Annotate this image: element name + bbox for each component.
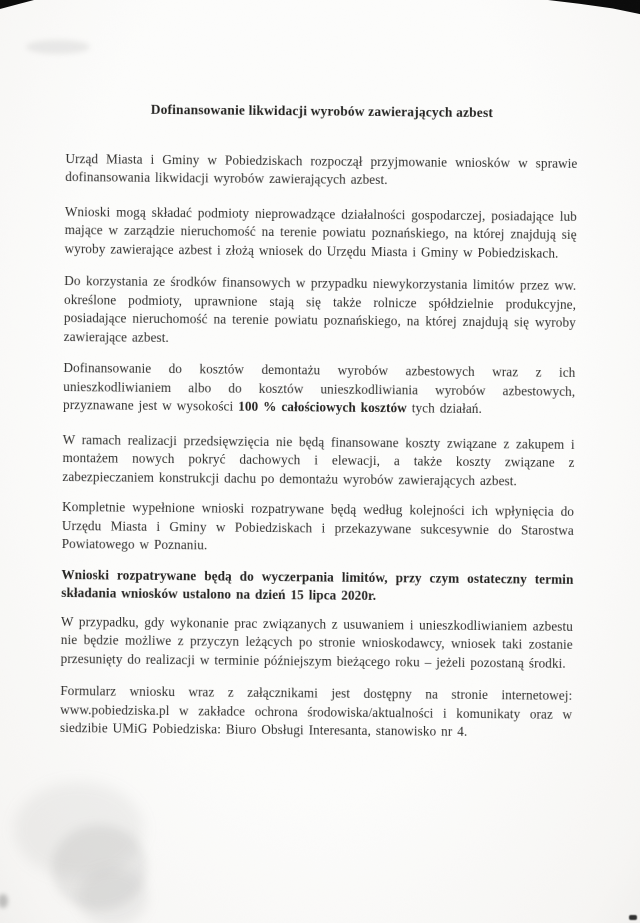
paragraph-text: tych działań. [406, 400, 483, 417]
paragraph-funding-amount [63, 359, 576, 419]
paragraph-excluded-costs: W ramach realizacji przedsięwzięcia nie będą finansowane koszty związane z zakupem i montażem nowych pokryć dachowych i elewacji, a także koszty związane z zabezpieczaniem konstrukcji dachu po demontażu wyrobów zawierających azbest. [62, 431, 575, 488]
paragraph-deadline: Wnioski rozpatrywane będą do wyczerpania limitów, przy czym ostateczny termin składania wniosków ustalono na dzień 15 lipca 2020r. [61, 566, 574, 604]
paragraph-bold-phrase: 100 % całościowych kosztów [238, 398, 407, 416]
scan-noise-blob [78, 868, 148, 923]
paragraph-postponement: W przypadku, gdy wykonanie prac związanych z usuwaniem i unieszkodliwianiem azbestu nie będzie możliwe z przyczyn leżących po stronie wnioskodawcy, wniosek taki zostanie przesunięty do realizacji w terminie późniejszym bieżącego roku – jeżeli pozostaną środki. [60, 613, 574, 671]
scan-noise-blob [0, 894, 8, 908]
scan-edge-artifact-top-left [0, 0, 34, 9]
scan-smudge [26, 40, 90, 54]
document-title: Dofinansowanie likwidacji wyrobów zawierających azbest [150, 101, 494, 121]
scan-edge-artifact-top-right [548, 0, 640, 16]
scan-noise-blob [14, 782, 144, 877]
document-body [60, 100, 578, 742]
paragraph-intro: Urząd Miasta i Gminy w Pobiedziskach rozpoczął przyjmowanie wniosków w sprawie dofinansowania likwidacji wyrobów zawierających azbest. [65, 150, 578, 188]
paragraph-form-availability: Formularz wniosku wraz z załącznikami jest dostępny na stronie internetowej: www.pobiedziska.pl w zakładce ochrona środowiska/aktualności i komunikaty oraz w siedzibie UMiG Pobiedziska: Biuro Obsługi Interesanta, stanowisko nr 4. [59, 682, 573, 739]
paragraph-text: Dofinansowanie do kosztów demontażu wyrobów azbestowych wraz z ich unieszkodliwianiem albo do kosztów unieszkodliwiania wyrobów azbestowych, przyznawane jest w wysokości [63, 359, 576, 414]
scan-noise-blob [52, 825, 147, 910]
paragraph-limits-unused: Do korzystania ze środków finansowych w przypadku niewykorzystania limitów przez ww. określone podmioty, uprawnione stają się także rolnicze spółdzielnie produkcyjne, posiadające nieruchomość na terenie powiatu poznańskiego, na której znajdują się wyroby zawierające azbest. [63, 272, 577, 345]
scan-speck-bottom-right [629, 915, 637, 920]
paragraph-eligibility: Wnioski mogą składać podmioty nieprowadzące działalności gospodarczej, posiadające lub mające w zarządzie nieruchomość na terenie powiatu poznańskiego, na której znajdują się wyroby zawierające azbest i złożą wniosek do Urzędu Miasta i Gminy w Pobiedziskach. [64, 203, 577, 261]
paragraph-processing-order: Kompletnie wypełnione wnioski rozpatrywane będą według kolejności ich wpłynięcia do Urzędu Miasta i Gminy w Pobiedziskach i przekazywane sukcesywnie do Starostwa Powiatowego w Poznaniu. [61, 498, 575, 553]
